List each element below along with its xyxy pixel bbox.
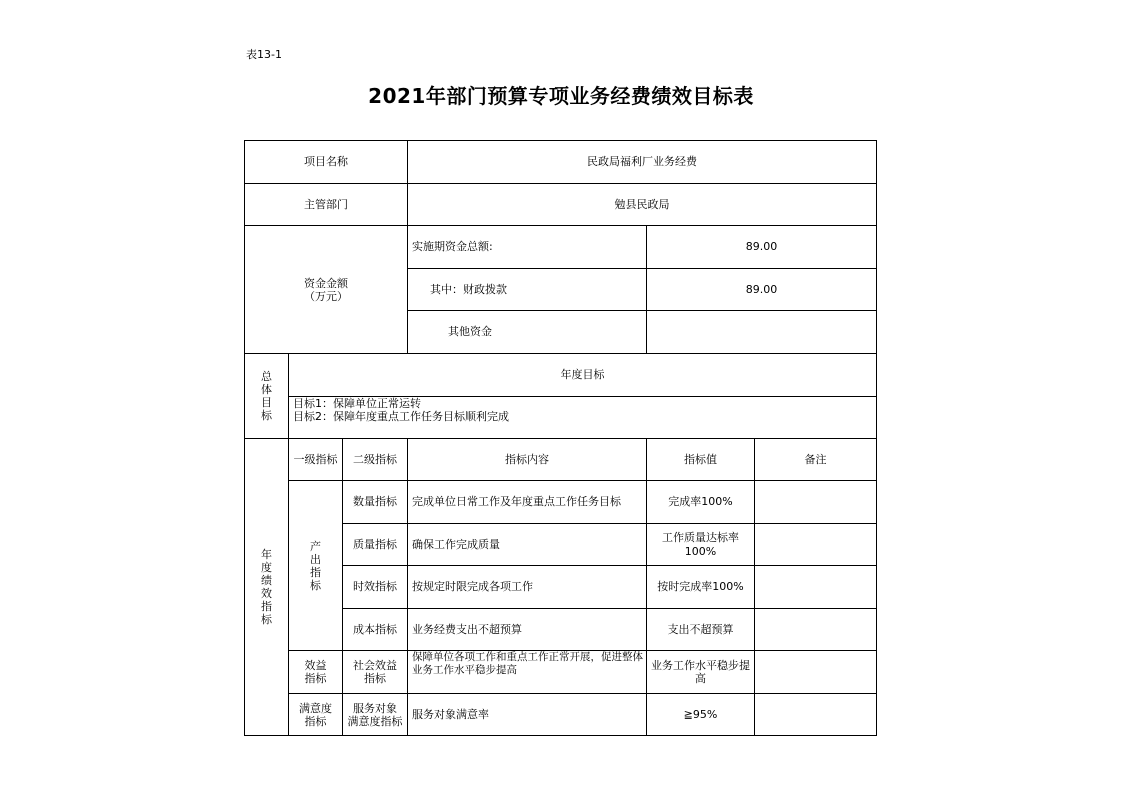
- benefit-level2: [343, 651, 408, 694]
- header-level1: 一级指标: [289, 439, 343, 481]
- overall-goal-header: 年度目标: [289, 354, 876, 397]
- header-content: 指标内容: [408, 439, 647, 481]
- satisfaction-value: ≧95%: [647, 694, 755, 735]
- benefit-level2-line1: 社会效益: [353, 659, 397, 672]
- indicator-level2: 数量指标: [343, 481, 408, 524]
- project-label: 项目名称: [245, 141, 408, 184]
- funds-other-label: 其他资金: [408, 311, 647, 354]
- side-char: 指: [310, 565, 321, 579]
- satisfaction-remark: [755, 694, 876, 735]
- benefit-level2-line2: 指标: [364, 672, 386, 685]
- indicator-content: 完成单位日常工作及年度重点工作任务目标: [408, 481, 647, 524]
- indicator-content: 业务经费支出不超预算: [408, 609, 647, 651]
- side-char: 度: [261, 561, 272, 574]
- header-value: 指标值: [647, 439, 755, 481]
- side-char: 总: [261, 370, 272, 383]
- benefit-level1-line1: 效益: [304, 659, 327, 672]
- side-char: 年: [261, 548, 272, 561]
- benefit-content: [408, 651, 647, 694]
- overall-goal-side-label: [245, 354, 289, 439]
- funds-label-line2: （万元）: [304, 289, 348, 303]
- side-char: 体: [261, 383, 272, 396]
- benefit-content-line1: 保障单位各项工作和重点工作正常开展，促进整体: [412, 651, 643, 663]
- side-char: 标: [261, 409, 272, 422]
- output-indicators-label: [289, 481, 343, 651]
- project-value: 民政局福利厂业务经费: [408, 141, 876, 184]
- funds-total-value: 89.00: [647, 226, 876, 269]
- side-char: 标: [261, 613, 272, 626]
- indicator-remark: [755, 481, 876, 524]
- funds-label: [245, 226, 408, 354]
- benefit-value: [647, 651, 755, 694]
- table-code: 表13-1: [246, 48, 282, 61]
- department-label: 主管部门: [245, 184, 408, 226]
- side-char: 标: [310, 578, 321, 592]
- indicator-value: 完成率100%: [647, 481, 755, 524]
- annual-indicators-side-label: [245, 439, 289, 735]
- indicator-level2: 成本指标: [343, 609, 408, 651]
- benefit-value-line1: 业务工作水平稳步提: [651, 659, 750, 672]
- indicator-value: 工作质量达标率100%: [647, 524, 755, 566]
- department-value: 勉县民政局: [408, 184, 876, 226]
- satisfaction-level1: [289, 694, 343, 735]
- satisfaction-level2-line2: 满意度指标: [347, 714, 403, 728]
- side-char: 绩: [261, 574, 272, 587]
- page-title: 2021年部门预算专项业务经费绩效目标表: [368, 84, 754, 108]
- side-char: 指: [261, 600, 272, 613]
- funds-other-value: [647, 311, 876, 354]
- side-char: 出: [310, 552, 321, 566]
- satisfaction-level1-line2: 指标: [304, 714, 327, 728]
- indicator-remark: [755, 566, 876, 609]
- funds-fiscal-label: 其中：财政拨款: [408, 269, 647, 311]
- indicator-content: 确保工作完成质量: [408, 524, 647, 566]
- indicator-level2: 时效指标: [343, 566, 408, 609]
- benefit-level1: [289, 651, 343, 694]
- goal-line-1: 目标1：保障单位正常运转: [293, 397, 421, 410]
- side-char: 产: [310, 539, 321, 553]
- indicator-value: 按时完成率100%: [647, 566, 755, 609]
- indicator-content: 按规定时限完成各项工作: [408, 566, 647, 609]
- benefit-content-line2: 业务工作水平稳步提高: [412, 664, 517, 676]
- header-level2: 二级指标: [343, 439, 408, 481]
- satisfaction-content: 服务对象满意率: [408, 694, 647, 735]
- overall-goal-content: [289, 397, 876, 439]
- side-char: 效: [261, 587, 272, 600]
- performance-table: [244, 140, 877, 736]
- benefit-value-line2: 高: [695, 672, 706, 685]
- satisfaction-level2: [343, 694, 408, 735]
- side-char: 目: [261, 396, 272, 409]
- funds-fiscal-value: 89.00: [647, 269, 876, 311]
- funds-total-label: 实施期资金总额:: [408, 226, 647, 269]
- indicator-level2: 质量指标: [343, 524, 408, 566]
- goal-line-2: 目标2：保障年度重点工作任务目标顺利完成: [293, 410, 509, 423]
- indicator-value: 支出不超预算: [647, 609, 755, 651]
- satisfaction-level1-line1: 满意度: [299, 701, 332, 715]
- benefit-level1-line2: 指标: [304, 672, 327, 685]
- benefit-remark: [755, 651, 876, 694]
- indicator-remark: [755, 524, 876, 566]
- satisfaction-level2-line1: 服务对象: [353, 701, 397, 715]
- header-remark: 备注: [755, 439, 876, 481]
- funds-label-line1: 资金金额: [304, 276, 348, 290]
- indicator-remark: [755, 609, 876, 651]
